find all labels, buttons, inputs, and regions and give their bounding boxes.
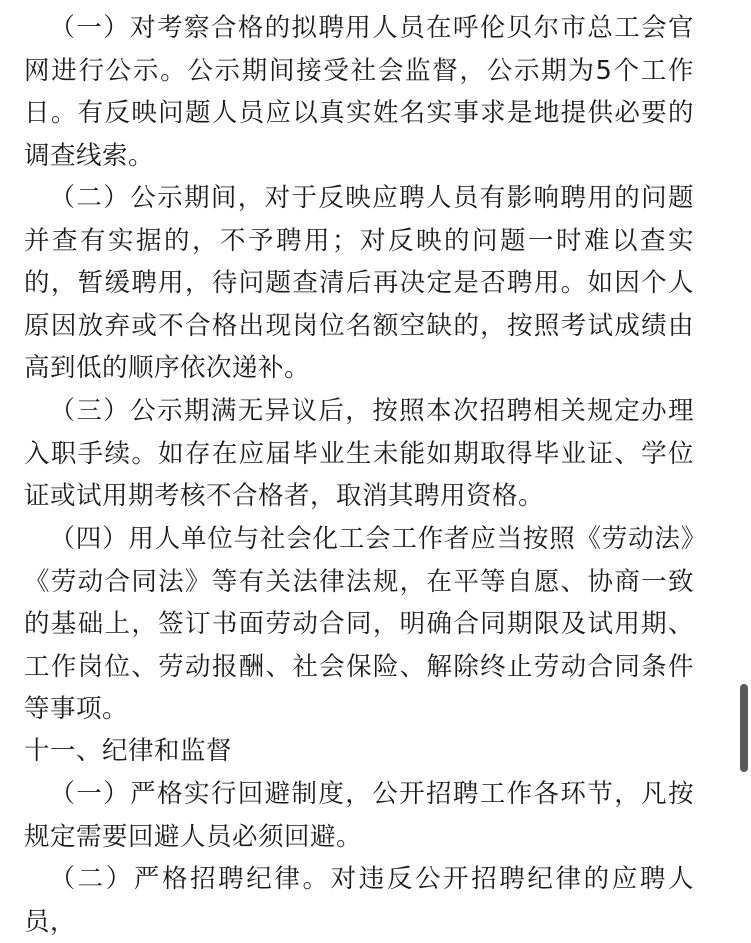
vertical-scrollbar[interactable] — [737, 0, 751, 891]
paragraph-onboarding: （三）公示期满无异议后，按照本次招聘相关规定办理入职手续。如存在应届毕业生未能如期取得毕业证、学位证或试用期考核不合格者，取消其聘用资格。 — [24, 396, 694, 511]
section-heading: 十一、纪律和监督 — [24, 736, 233, 766]
paragraph-labor-contract: （四）用人单位与社会化工会工作者应当按照《劳动法》《劳动合同法》等有关法律法规，在平等自愿、协商一致的基础上，签订书面劳动合同，明确合同期限及试用期、工作岗位、劳动报酬、社会保险、解除终止劳动合同条件等事项。 — [24, 524, 694, 724]
paragraph-discipline: （二）严格招聘纪律。对违反公开招聘纪律的应聘人员， — [24, 864, 694, 937]
paragraph-recusal: （一）严格实行回避制度，公开招聘工作各环节，凡按规定需要回避人员必须回避。 — [24, 779, 694, 852]
scrollbar-thumb[interactable] — [740, 684, 748, 772]
paragraph-publicity-period: （二）公示期间，对于反映应聘人员有影响聘用的问题并查有实据的，不予聘用；对反映的问题一时难以查实的，暂缓聘用，待问题查清后再决定是否聘用。如因个人原因放弃或不合格出现岗位名额空缺的，按照考试成绩由高到低的顺序依次递补。 — [24, 183, 694, 383]
paragraph-publicity: （一）对考察合格的拟聘用人员在呼伦贝尔市总工会官网进行公示。公示期间接受社会监督，公示期为5个工作日。有反映问题人员应以真实姓名实事求是地提供必要的调查线索。 — [24, 13, 694, 171]
